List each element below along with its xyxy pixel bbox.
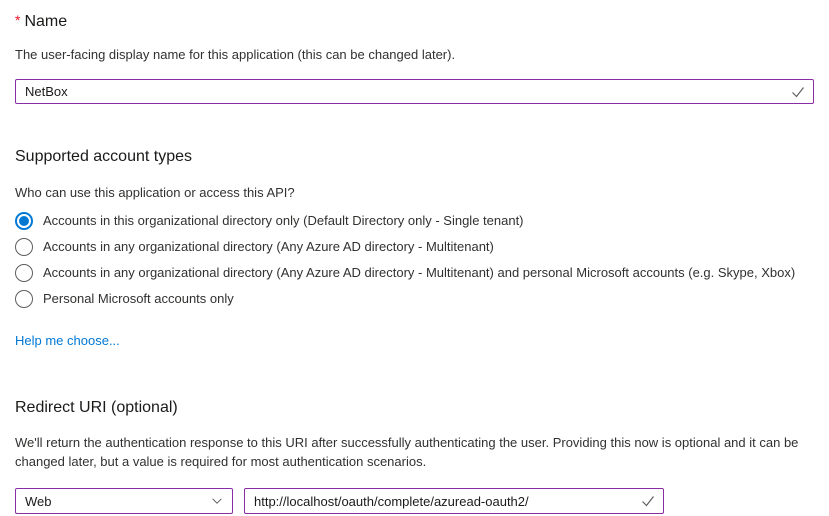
radio-option-label: Accounts in any organizational directory (Any Azure AD directory - Multitenant) and personal Microsoft accounts (e.g. Skype, Xbox): [43, 265, 796, 280]
name-label: Name: [24, 13, 68, 30]
required-asterisk: *: [15, 12, 21, 28]
name-description: The user-facing display name for this application (this can be changed later).: [15, 47, 456, 62]
radio-option-0[interactable]: [15, 208, 814, 234]
chevron-down-icon: [210, 494, 224, 508]
radio-option-label: Accounts in this organizational directory only (Default Directory only - Single tenant): [43, 213, 524, 228]
platform-select-dropdown[interactable]: [15, 488, 233, 514]
account-types-question: Who can use this application or access this API?: [15, 185, 295, 200]
radio-option-label: Personal Microsoft accounts only: [43, 291, 234, 306]
radio-icon[interactable]: [15, 290, 33, 308]
uri-input-wrap: [244, 488, 664, 514]
radio-icon[interactable]: [15, 238, 33, 256]
redirect-uri-input[interactable]: [244, 488, 664, 514]
account-types-radio-group: [15, 208, 814, 312]
radio-icon[interactable]: [15, 212, 33, 230]
radio-icon[interactable]: [15, 264, 33, 282]
radio-option-2[interactable]: [15, 260, 814, 286]
platform-select-value: Web: [25, 493, 52, 509]
name-input-wrap: [15, 79, 814, 104]
redirect-uri-heading: Redirect URI (optional): [15, 399, 178, 416]
redirect-uri-row: [15, 488, 814, 514]
account-types-heading: Supported account types: [15, 148, 193, 165]
name-section-heading: [15, 10, 814, 32]
radio-option-label: Accounts in any organizational directory (Any Azure AD directory - Multitenant): [43, 239, 494, 254]
redirect-uri-description: We'll return the authentication response to this URI after successfully authenticating the user. Providing this now is optional and it can be changed later, but a value is required for most authentication scenarios.: [15, 435, 799, 469]
radio-option-1[interactable]: [15, 234, 814, 260]
help-me-choose-link[interactable]: Help me choose...: [15, 333, 120, 348]
name-input[interactable]: [15, 79, 814, 104]
radio-option-3[interactable]: [15, 286, 814, 312]
